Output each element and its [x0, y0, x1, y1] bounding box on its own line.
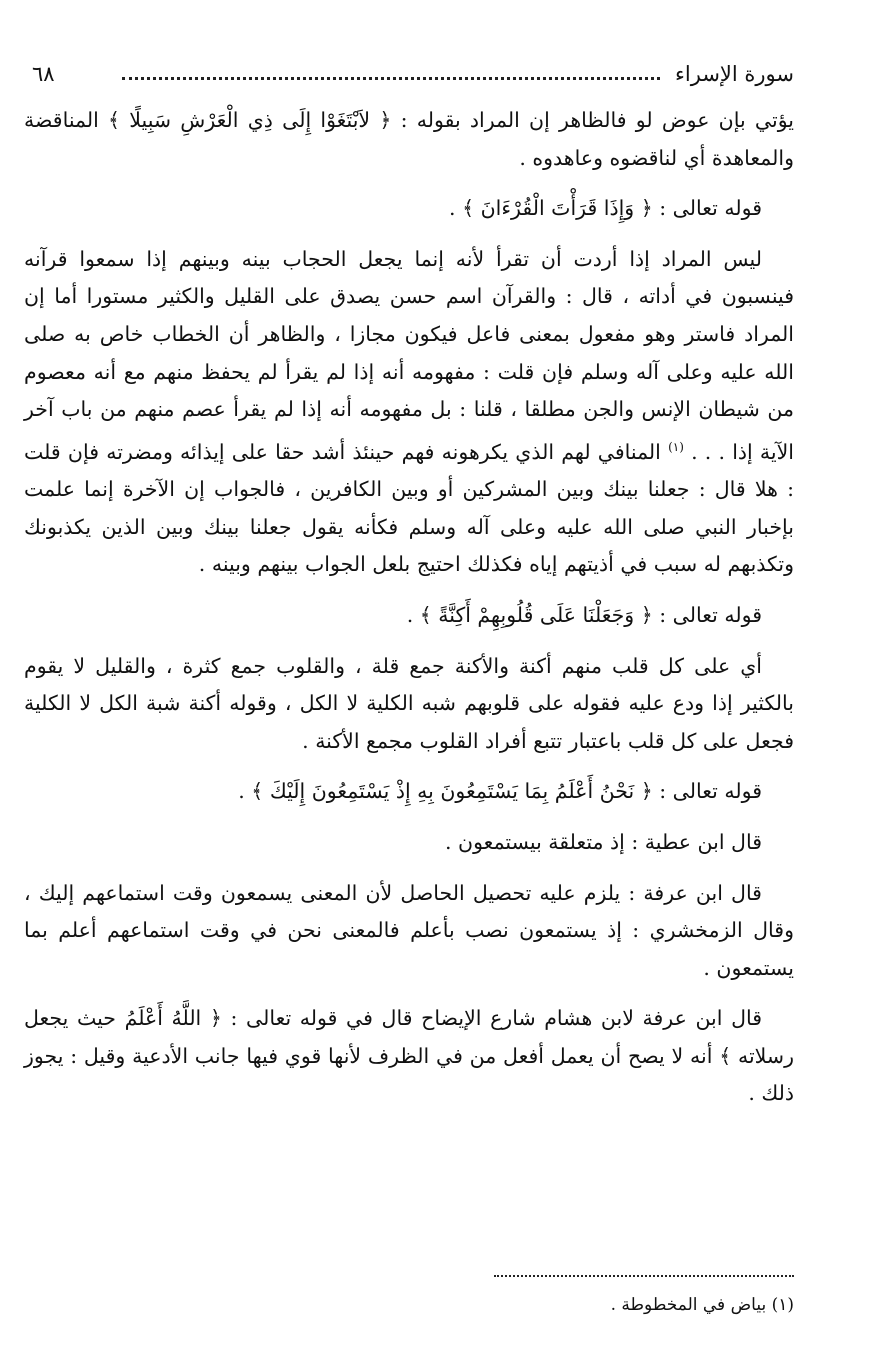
paragraph	[24, 597, 794, 635]
paragraph-text: .	[238, 779, 252, 804]
paragraph-text: المناقضة والمعاهدة أي لناقضوه وعاهدوه .	[24, 108, 794, 170]
paragraph-text: .	[406, 602, 420, 627]
quran-quote: ﴿ وَإِذَا قَرَأْتَ الْقُرْءَانَ ﴾	[462, 196, 653, 221]
surah-title: سورة الإسراء	[675, 62, 794, 86]
page-number: ٦٨	[32, 62, 55, 86]
header-dotted-rule	[122, 77, 660, 80]
footnote: (١) بياض في المخطوطة .	[610, 1295, 794, 1315]
paragraph-text: أنه لا يصح أن يعمل أفعل من في الظرف لأنها قوي فيها جانب الأدعية وقيل : يجوز ذلك .	[24, 1043, 794, 1106]
paragraph-text: ليس المراد إذا أردت أن تقرأ لأنه إنما يجعل الحجاب بينه وبينهم إذا سمعوا قرآنه فينسبون في أداته ، قال : والقرآن اسم حسن يصدق على القليل والكثير مستورا أما إن المراد فاستر وهو مفعول بمعنى فاعل فيكون مجازا ، والظاهر أن الخطاب خاص به صلى الله عليه وعلى آله وسلم فإن قلت : مفهومه أنه إذا لم يقرأ لم يحفظ منهم مع أنه معصوم من شيطان الإنس والجن مطلقا ، قلنا : بل مفهومه أنه إذا لم يقرأ عصم منهم من باب آخر الآية إذا . . .	[24, 246, 794, 464]
paragraph	[24, 1000, 794, 1113]
paragraph	[24, 648, 794, 761]
quran-quote: ﴿ وَجَعَلْنَا عَلَى قُلُوبِهِمْ أَكِنَّةً ﴾	[419, 602, 653, 627]
paragraph-text: قوله تعالى :	[652, 196, 762, 221]
paragraph	[24, 824, 794, 862]
quran-quote: ﴿ اللَّهُ أَعْلَمُ حيث يجعل رسلاته ﴾	[24, 1006, 794, 1068]
paragraph-text: المنافي لهم الذي يكرهونه فهم حينئذ أشد حقا على إيذائه ومضرته فإن قلت : هلا قال : جعلنا بينك وبين المشركين أو وبين الكافرين ، فالجواب إن الآخرة إنما علمت بإخبار النبي صلى الله عليه وعلى آله وسلم فكأنه يقول جعلنا بينك وبين الذين يكذبونك وتكذبهم له سبب في أذيتهم إياه فكذلك احتيج بلعل الجواب بينهم وبينه .	[24, 439, 794, 577]
paragraph-text: أي على كل قلب منهم أكنة والأكنة جمع قلة ، والقلوب جمع كثرة ، والقليل لا يقوم بالكثير إذا ودع عليه فقوله على قلوبهم شبه الكلية لا الكل ، وقوله أكنة شبة الكل لا الكلية فجعل على كل قلب باعتبار تتبع أفراد القلوب مجمع الأكنة .	[24, 653, 794, 753]
footnote-reference: (١)	[668, 439, 684, 454]
document-page	[24, 0, 794, 1371]
paragraph-text: قال ابن عطية : إذ متعلقة بيستمعون .	[445, 829, 762, 854]
page-header	[24, 56, 794, 92]
paragraph	[24, 241, 794, 584]
page-body	[24, 102, 794, 1126]
paragraph-text: .	[449, 196, 463, 221]
paragraph-text: قال ابن عرفة لابن هشام شارع الإيضاح قال في قوله تعالى :	[221, 1006, 763, 1031]
paragraph	[24, 102, 794, 177]
paragraph-text: قوله تعالى :	[652, 779, 762, 804]
paragraph-text: يؤتي بإن عوض لو فالظاهر إن المراد بقوله :	[391, 108, 794, 132]
quran-quote: ﴿ لاَبْتَغَوْا إِلَى ذِي الْعَرْشِ سَبِيلًا ﴾	[108, 108, 392, 132]
paragraph	[24, 875, 794, 988]
paragraph-text: قوله تعالى :	[652, 602, 762, 627]
paragraph	[24, 773, 794, 811]
paragraph-text: قال ابن عرفة : يلزم عليه تحصيل الحاصل لأن المعنى يسمعون وقت استماعهم إليك ، وقال الزمخشري : إذ يستمعون نصب بأعلم فالمعنى نحن في وقت استماعهم أعلم بما يستمعون .	[24, 880, 794, 980]
paragraph	[24, 190, 794, 228]
footnote-separator	[494, 1275, 794, 1277]
quran-quote: ﴿ نَحْنُ أَعْلَمُ بِمَا يَسْتَمِعُونَ بِهِ إِذْ يَسْتَمِعُونَ إِلَيْكَ ﴾	[251, 779, 653, 804]
